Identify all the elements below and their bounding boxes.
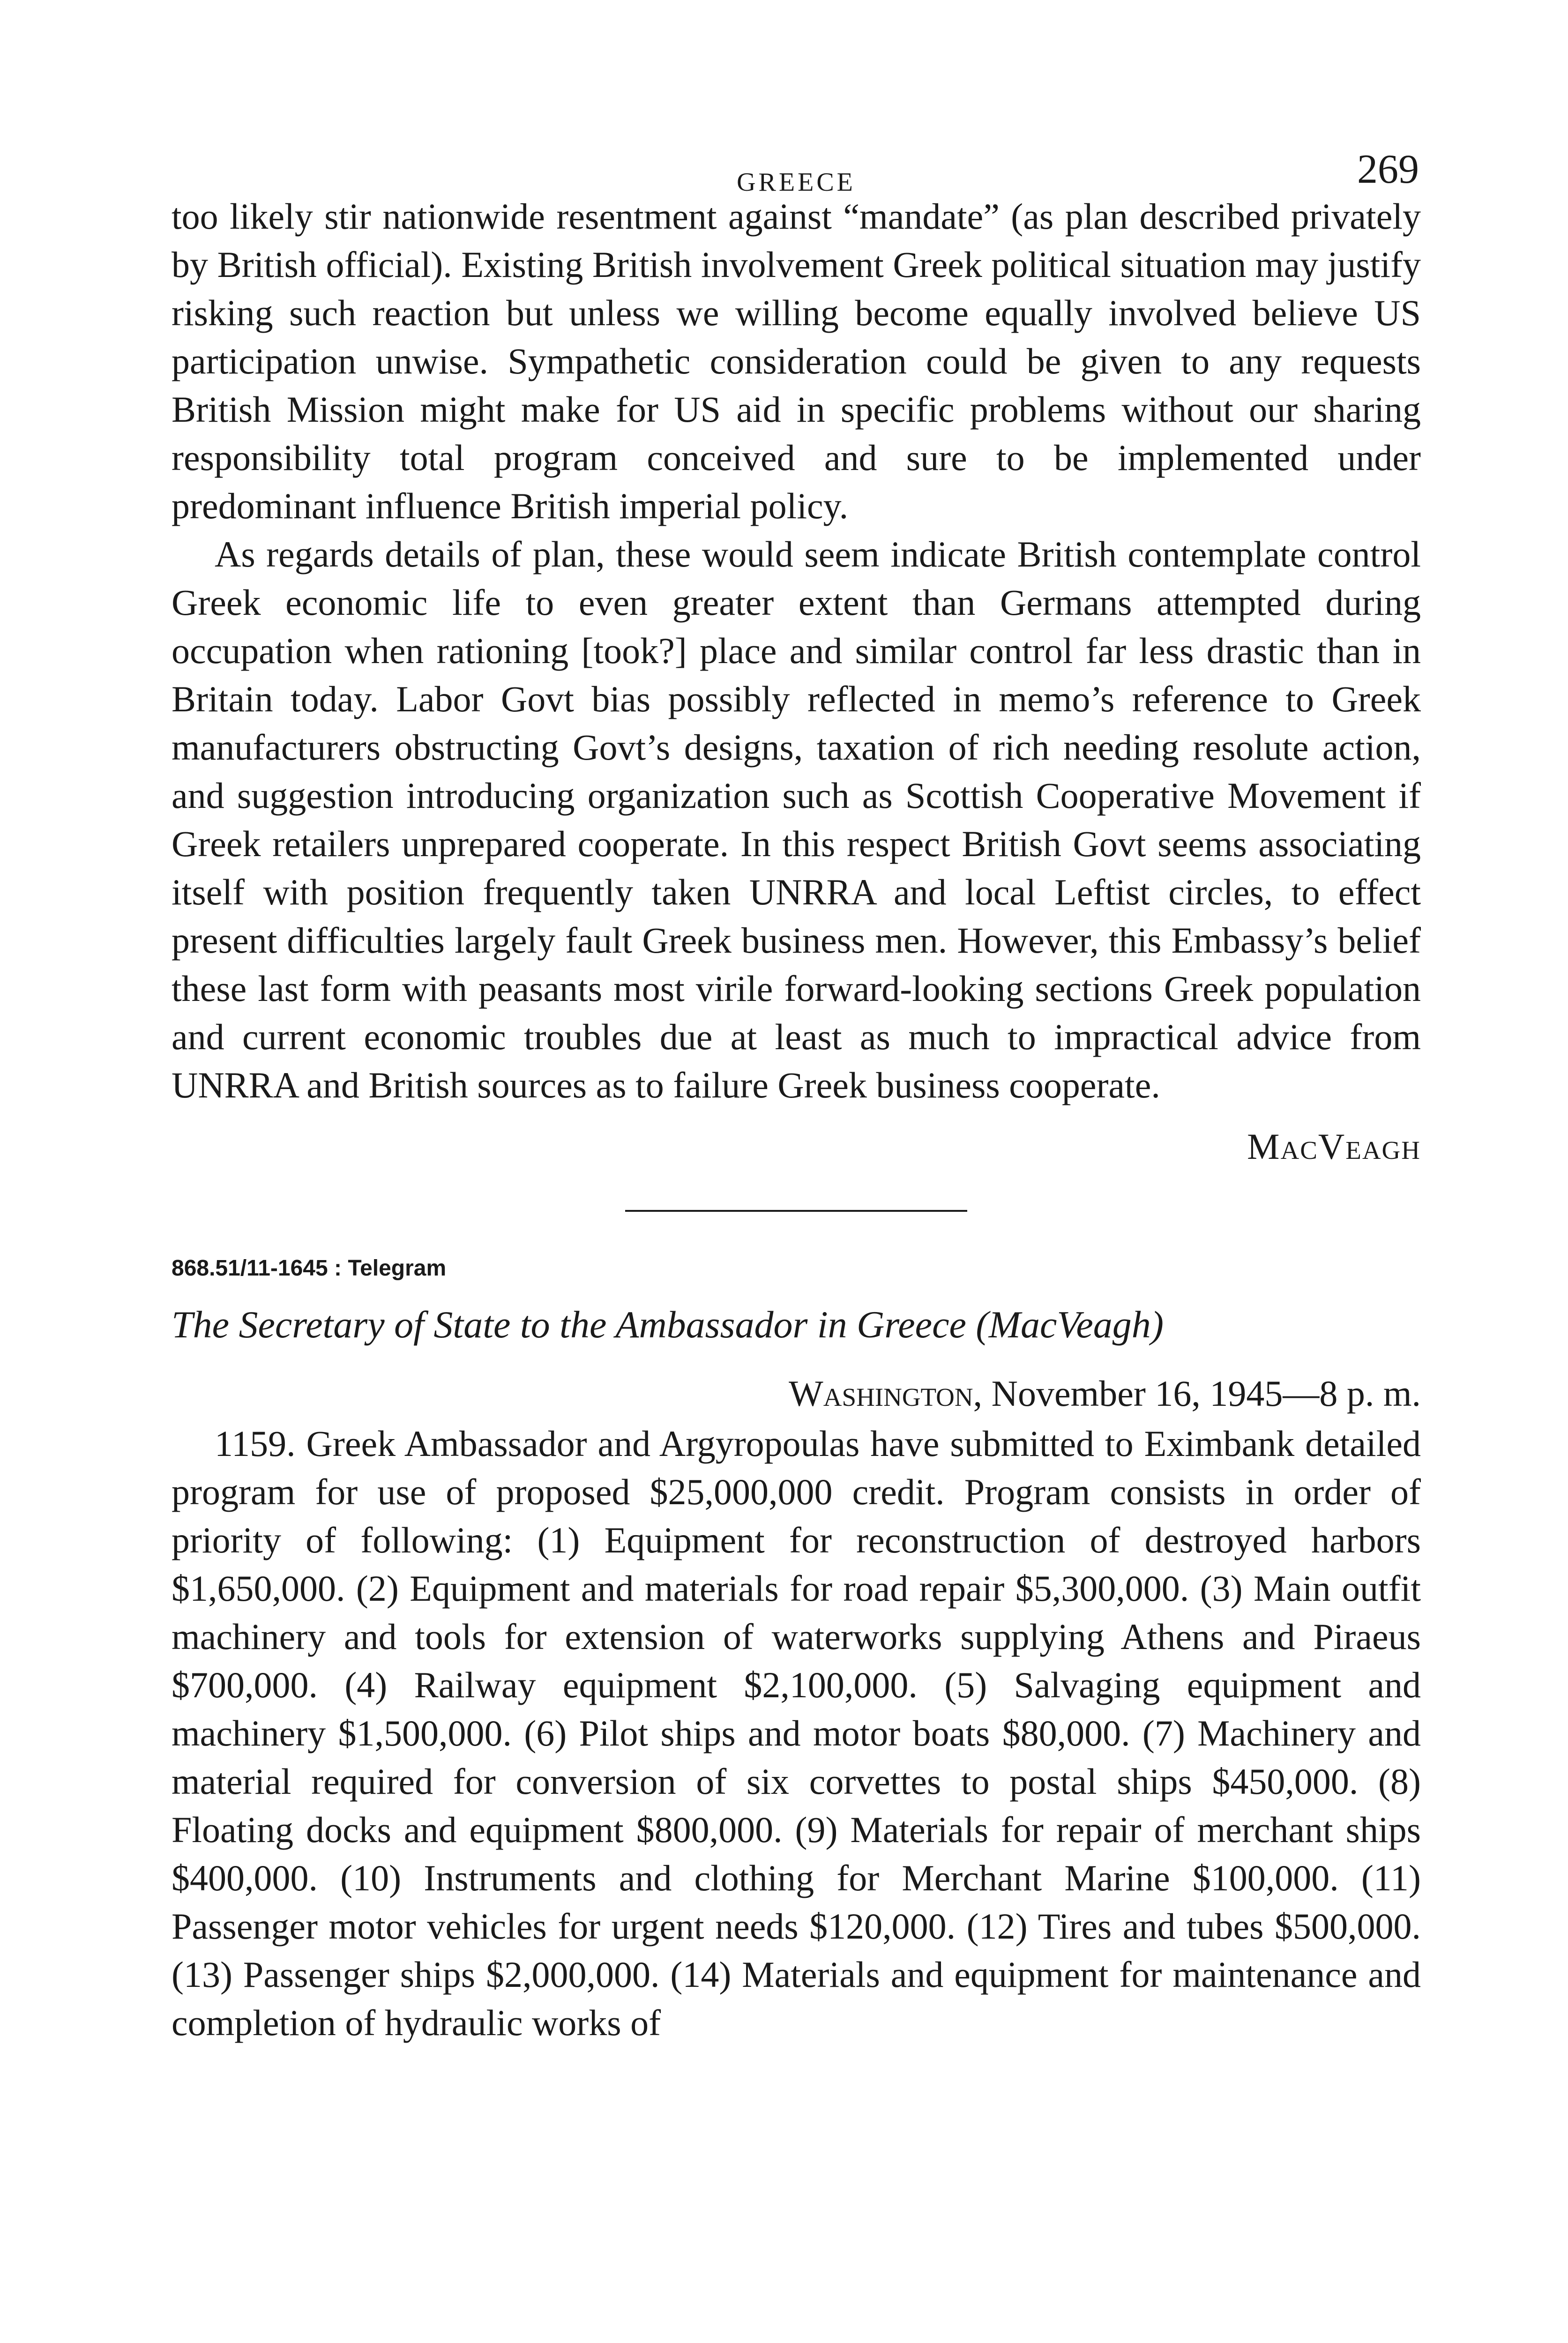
file-reference: 868.51/11-1645 : Telegram (172, 1256, 447, 1281)
body-paragraph: As regards details of plan, these would seem indicate British contemplate control Greek economic life to even greater extent than Germans attempted during occupation when rationing [took?] place and similar control far less drastic than in Britain today. Labor Govt bias possibly reflected in memo’s reference to Greek manufacturers obstructing Govt’s designs, taxation of rich needing resolute action, and suggestion introducing organization such as Scottish Cooperative Movement if Greek retailers unprepared cooperate. In this respect British Govt seems associating itself with position frequently taken UNRRA and local Leftist circles, to effect present difficulties largely fault Greek business men. However, this Embassy’s belief these last form with peasants most virile forward-looking sections Greek population and current economic troubles due at least as much to impractical advice from UNRRA and British sources as to failure Greek business cooperate. (172, 534, 1421, 1105)
running-head: GREECE (737, 168, 856, 197)
document-title: The Secretary of State to the Ambassador in Greece (MacVeagh) (172, 1303, 1164, 1346)
section-divider (625, 1210, 967, 1212)
page-header (172, 141, 1421, 197)
dateline (172, 1369, 1421, 1418)
telegram-body: 1159. Greek Ambassador and Argyropoulas have submitted to Eximbank detailed program for use of proposed $25,000,000 credit. Program consists in order of priority of following: (1) Equipment for reconstruction of destroyed harbors $1,650,000. (2) Equipment and materials for road repair $5,300,000. (3) Main outfit machinery and tools for extension of waterworks supplying Athens and Piraeus $700,000. (4) Railway equipment $2,100,000. (5) Salvaging equipment and machinery $1,500,000. (6) Pilot ships and motor boats $80,000. (7) Machinery and material required for conversion of six corvettes to postal ships $450,000. (8) Floating docks and equipment $800,000. (9) Materials for repair of merchant ships $400,000. (10) Instruments and clothing for Merchant Marine $100,000. (11) Passenger motor vehicles for urgent needs $120,000. (12) Tires and tubes $500,000. (13) Passenger ships $2,000,000. (14) Materials and equipment for maintenance and completion of hydraulic works of (172, 1423, 1421, 2043)
continuation-paragraph: too likely stir nationwide resentment against “mandate” (as plan described privately by British official). Existing British involvement Greek political situation may justify risking such reaction but unless we willing become equally involved believe US participation unwise. Sympathetic consideration could be given to any requests British Mission might make for US aid in specific problems without our sharing responsibility total program conceived and sure to be implemented under predominant influence British imperial policy. (172, 196, 1421, 526)
dateline-date: November 16, 1945—8 p. m. (991, 1373, 1421, 1414)
page-number: 269 (1357, 147, 1419, 192)
signature: MacVeagh (1247, 1126, 1421, 1167)
document-page (172, 141, 1421, 2047)
dateline-place: Washington, (789, 1373, 983, 1414)
